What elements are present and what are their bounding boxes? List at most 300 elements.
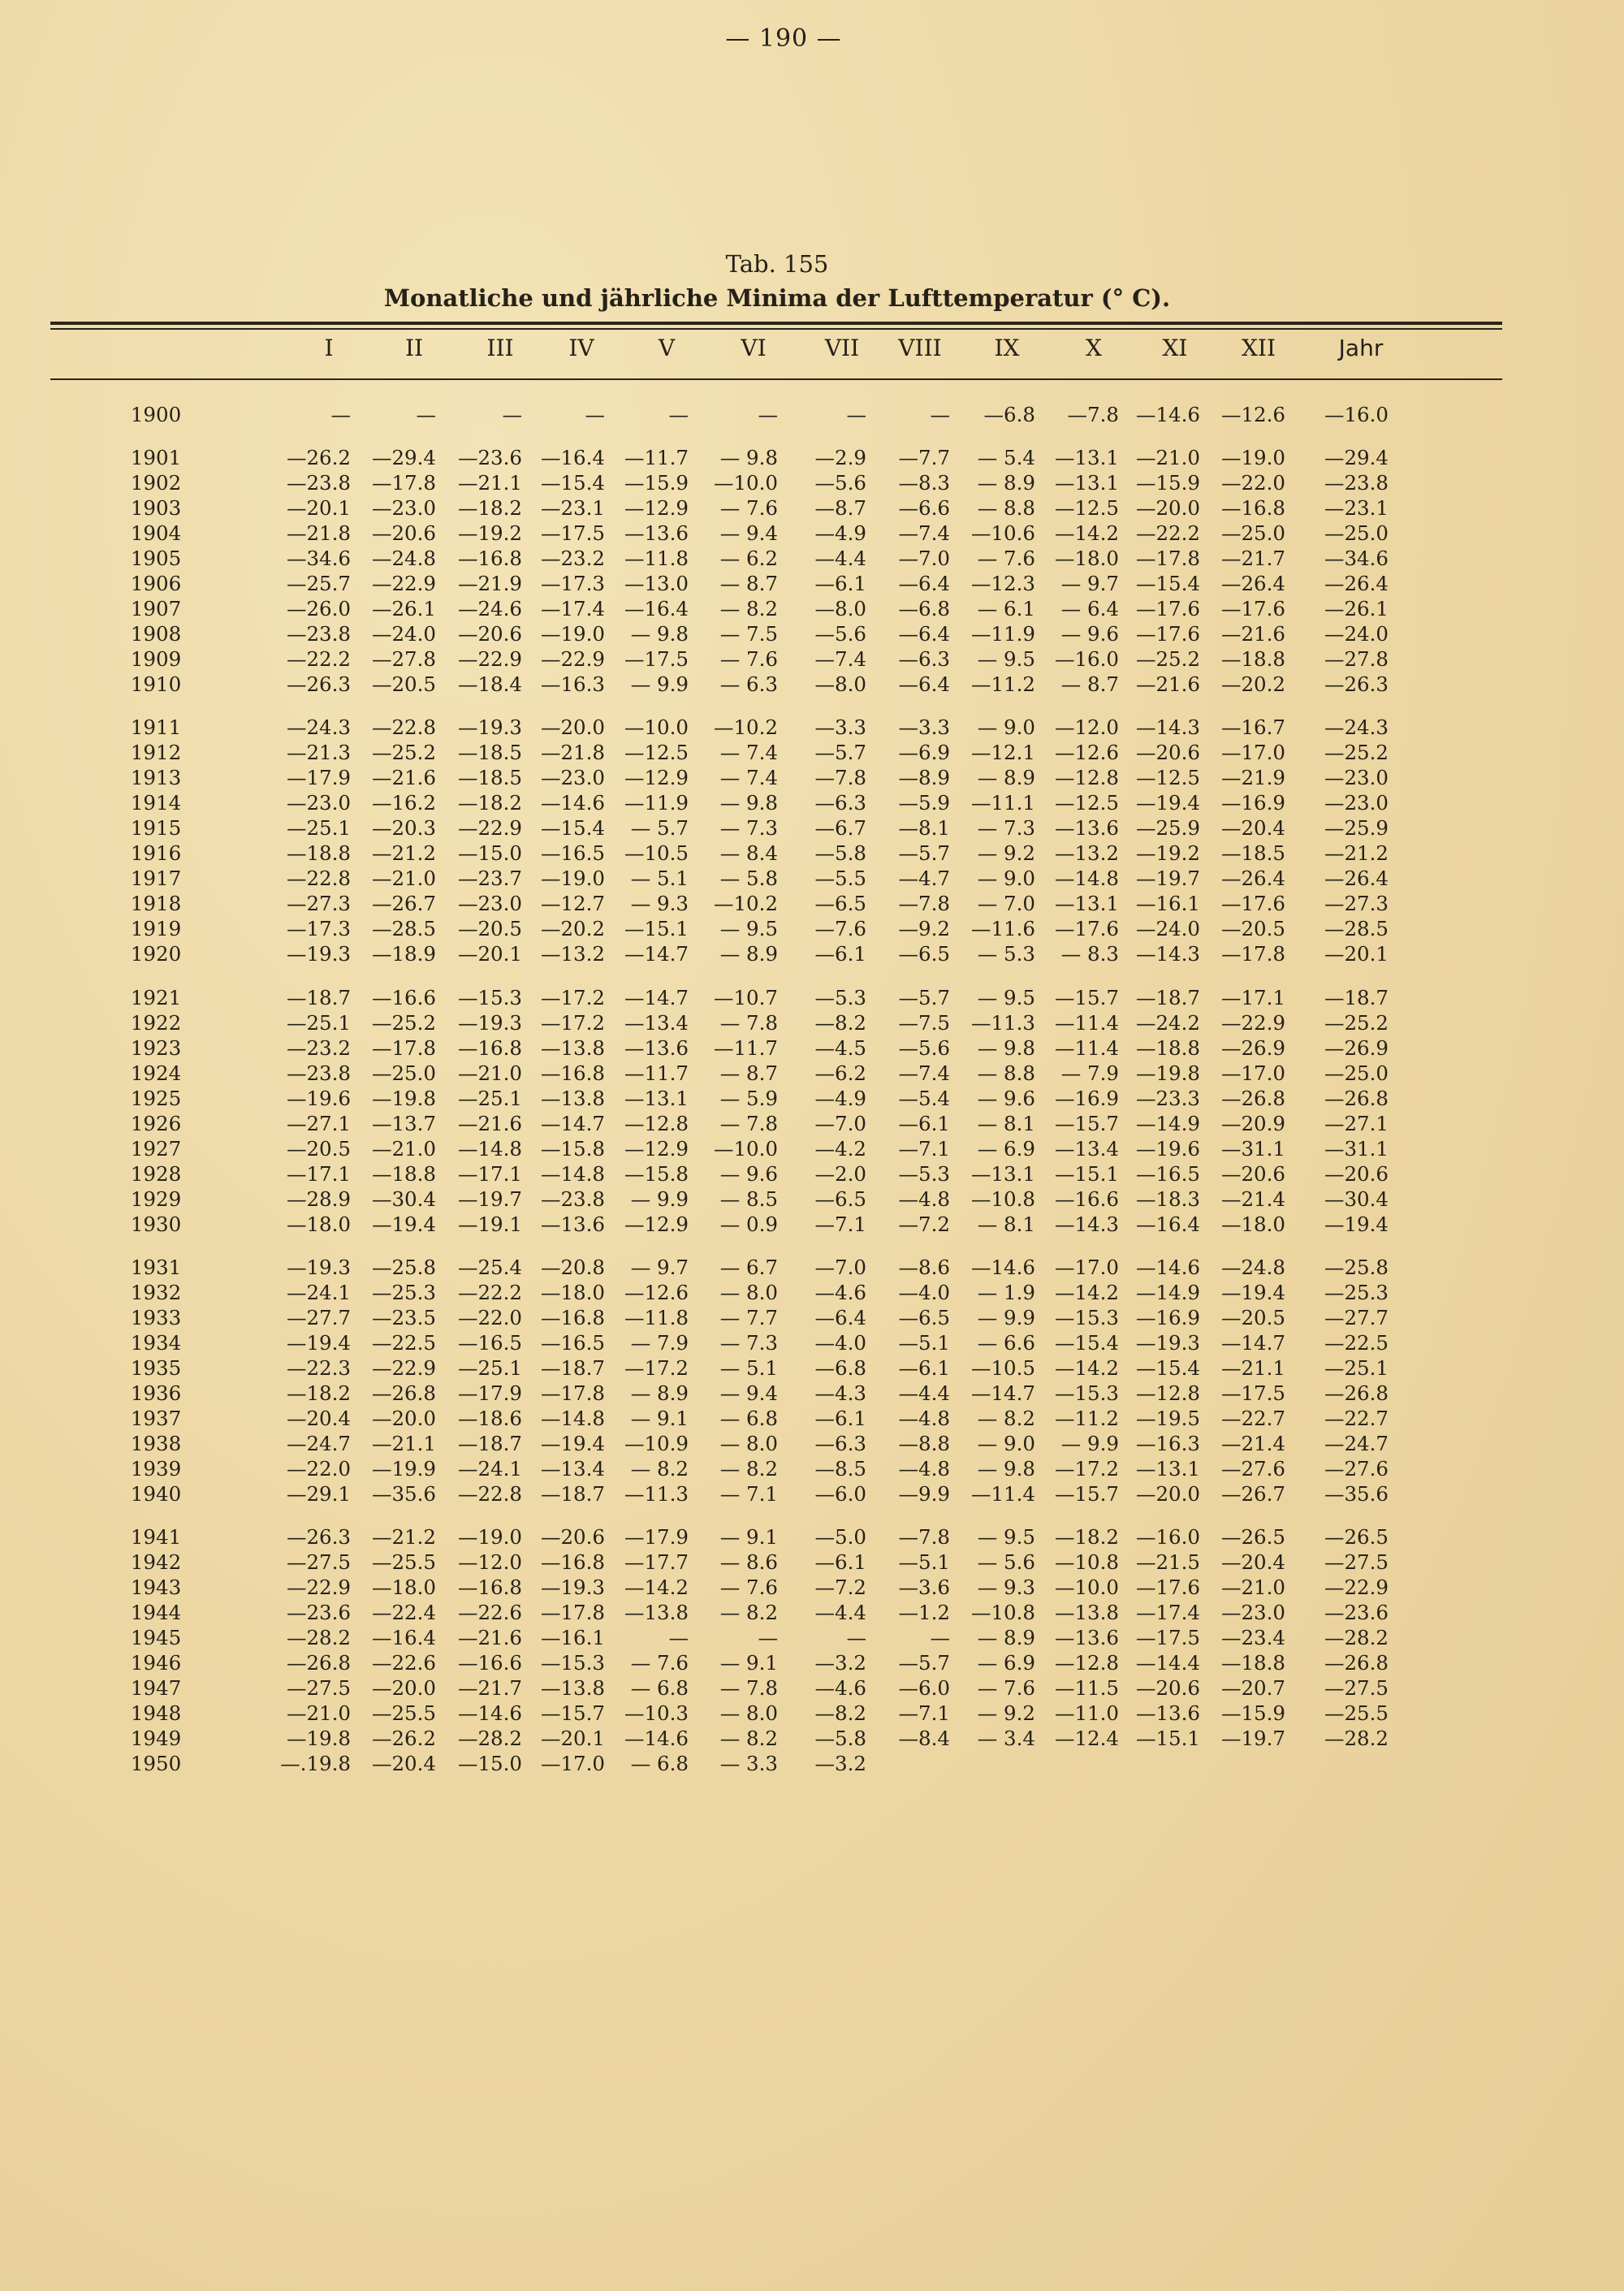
table-cell: — [585, 403, 605, 426]
table-cell: —30.4 [371, 1187, 436, 1211]
table-cell: —16.0 [1054, 647, 1119, 671]
table-cell: — 9.3 [977, 1576, 1035, 1599]
table-cell: —21.2 [1324, 841, 1389, 865]
table-cell: —17.2 [540, 986, 605, 1009]
year-label: 1907 [130, 597, 182, 620]
table-cell: —10.3 [624, 1701, 689, 1725]
table-cell: —4.8 [898, 1407, 950, 1430]
table-cell: —14.2 [624, 1576, 689, 1599]
year-label: 1929 [130, 1187, 182, 1211]
table-cell: —18.8 [1135, 1036, 1200, 1060]
table-cell: —17.5 [540, 521, 605, 545]
table-cell: —16.0 [1135, 1525, 1200, 1549]
table-row [0, 496, 1624, 521]
table-cell: — 5.9 [719, 1087, 778, 1110]
table-cell: —4.6 [814, 1676, 866, 1700]
table-cell: —17.1 [286, 1162, 351, 1186]
table-cell: —12.9 [624, 1213, 689, 1236]
table-cell: —25.5 [371, 1550, 436, 1574]
table-cell: —11.1 [970, 791, 1035, 815]
table-row [0, 521, 1624, 547]
year-label: 1948 [130, 1701, 182, 1725]
table-cell: —12.6 [1054, 741, 1119, 764]
table-cell: —25.8 [371, 1256, 436, 1279]
table-cell: —22.4 [371, 1601, 436, 1624]
table-cell: —20.5 [1220, 917, 1285, 940]
table-cell: —19.9 [371, 1457, 436, 1481]
table-cell: —35.6 [371, 1482, 436, 1506]
table-cell: —27.1 [286, 1112, 351, 1135]
table-cell: — 8.1 [977, 1112, 1035, 1135]
table-cell: —5.0 [814, 1525, 866, 1549]
table-cell: —4.4 [898, 1381, 950, 1405]
table-cell: —23.1 [1324, 496, 1389, 520]
table-cell: —6.8 [983, 403, 1035, 426]
table-cell: — 8.9 [977, 1626, 1035, 1649]
table-cell: —20.5 [371, 672, 436, 696]
table-cell: —11.4 [970, 1482, 1035, 1506]
table-cell: —16.8 [540, 1550, 605, 1574]
table-cell: —12.4 [1054, 1727, 1119, 1750]
table-cell: —21.4 [1220, 1432, 1285, 1455]
table-cell: —26.3 [286, 672, 351, 696]
table-cell: —6.2 [814, 1061, 866, 1085]
table-cell: —22.8 [286, 867, 351, 890]
table-cell: — [930, 403, 950, 426]
table-cell: —23.8 [540, 1187, 605, 1211]
table-cell: — 9.4 [719, 521, 778, 545]
table-cell: —16.7 [1220, 715, 1285, 739]
table-cell: —21.2 [371, 841, 436, 865]
table-cell: —17.6 [1135, 597, 1200, 620]
table-cell: — 0.9 [719, 1213, 778, 1236]
table-cell: —31.1 [1324, 1137, 1389, 1161]
table-cell: —16.9 [1135, 1306, 1200, 1329]
table-cell: — 7.6 [630, 1651, 689, 1675]
table-cell: —25.5 [371, 1701, 436, 1725]
table-cell: — 9.8 [630, 622, 689, 646]
table-cell: —6.5 [898, 1306, 950, 1329]
table-cell: — 1.9 [977, 1281, 1035, 1304]
table-cell: —14.3 [1135, 715, 1200, 739]
table-row [0, 841, 1624, 867]
table-cell: —7.0 [898, 547, 950, 570]
table-cell: —11.7 [713, 1036, 778, 1060]
table-cell: —19.3 [540, 1576, 605, 1599]
table-cell: —25.2 [371, 741, 436, 764]
table-cell: —5.3 [898, 1162, 950, 1186]
table-cell: —19.4 [540, 1432, 605, 1455]
table-row [0, 892, 1624, 917]
table-cell: —20.5 [457, 917, 522, 940]
table-cell: —24.8 [371, 547, 436, 570]
table-cell: —21.3 [286, 741, 351, 764]
table-cell: —19.8 [1135, 1061, 1200, 1085]
table-cell: — 7.6 [719, 496, 778, 520]
year-label: 1909 [130, 647, 182, 671]
table-cell: —8.0 [814, 597, 866, 620]
table-cell: —5.7 [898, 1651, 950, 1675]
table-cell: —10.5 [624, 841, 689, 865]
table-cell: —17.2 [540, 1011, 605, 1035]
table-cell: —19.8 [286, 1727, 351, 1750]
table-cell: — 7.7 [719, 1306, 778, 1329]
table-row [0, 1601, 1624, 1626]
table-cell: — 8.2 [719, 1601, 778, 1624]
table-cell: —25.0 [1220, 521, 1285, 545]
table-cell: — 8.0 [719, 1432, 778, 1455]
table-cell: —12.0 [1054, 715, 1119, 739]
table-cell: —13.2 [540, 942, 605, 966]
table-row [0, 1162, 1624, 1187]
table-cell: —21.0 [371, 867, 436, 890]
year-label: 1924 [130, 1061, 182, 1085]
column-header: I [324, 335, 334, 361]
table-cell: —7.8 [898, 892, 950, 915]
table-cell: —23.2 [540, 547, 605, 570]
table-cell: —10.0 [713, 471, 778, 495]
table-row [0, 942, 1624, 967]
table-cell: —7.1 [814, 1213, 866, 1236]
year-label: 1914 [130, 791, 182, 815]
table-cell: —5.6 [814, 622, 866, 646]
table-cell: —13.2 [1054, 841, 1119, 865]
table-cell: —19.4 [1135, 791, 1200, 815]
table-cell: —19.5 [1135, 1407, 1200, 1430]
table-cell: —13.8 [1054, 1601, 1119, 1624]
table-cell: —19.3 [1135, 1331, 1200, 1355]
table-row [0, 1137, 1624, 1162]
table-row [0, 1727, 1624, 1752]
table-cell: —21.8 [286, 521, 351, 545]
table-cell: —21.9 [457, 572, 522, 595]
table-cell: —20.6 [371, 521, 436, 545]
table-cell: —7.5 [898, 1011, 950, 1035]
table-cell: —8.3 [898, 471, 950, 495]
table-cell: —15.9 [1220, 1701, 1285, 1725]
table-cell: —22.9 [1324, 1576, 1389, 1599]
table-cell: —7.8 [814, 766, 866, 789]
table-cell: —18.7 [540, 1356, 605, 1380]
table-cell: —17.4 [540, 597, 605, 620]
table-cell: — 7.6 [719, 1576, 778, 1599]
table-cell: —17.5 [1135, 1626, 1200, 1649]
table-cell: —23.0 [457, 892, 522, 915]
table-cell: —14.8 [1054, 867, 1119, 890]
table-cell: —19.0 [1220, 446, 1285, 469]
year-label: 1912 [130, 741, 182, 764]
year-label: 1943 [130, 1576, 182, 1599]
table-row [0, 1281, 1624, 1306]
table-cell: —15.1 [624, 917, 689, 940]
table-title: Monatliche und jährliche Minima der Lufttemperatur (° C). [383, 284, 1171, 312]
table-cell: — [416, 403, 436, 426]
table-cell: — 6.1 [977, 597, 1035, 620]
table-cell: — 8.7 [719, 572, 778, 595]
table-cell: —8.2 [814, 1701, 866, 1725]
table-cell: —23.4 [1220, 1626, 1285, 1649]
table-cell: —18.2 [1054, 1525, 1119, 1549]
table-row [0, 572, 1624, 597]
table-cell: —27.3 [1324, 892, 1389, 915]
table-cell: — 9.5 [977, 647, 1035, 671]
table-cell: —13.6 [1135, 1701, 1200, 1725]
table-cell: —2.0 [814, 1162, 866, 1186]
table-cell: —15.8 [624, 1162, 689, 1186]
table-row [0, 1331, 1624, 1356]
year-label: 1937 [130, 1407, 182, 1430]
table-cell: —25.1 [286, 816, 351, 840]
table-cell: —18.2 [457, 791, 522, 815]
table-cell: —15.0 [457, 841, 522, 865]
year-label: 1921 [130, 986, 182, 1009]
year-label: 1918 [130, 892, 182, 915]
table-row [0, 1407, 1624, 1432]
table-row [0, 867, 1624, 892]
table-cell: — 9.1 [630, 1407, 689, 1430]
table-cell: —13.4 [624, 1011, 689, 1035]
table-cell: —23.2 [286, 1036, 351, 1060]
table-cell: —13.1 [1054, 892, 1119, 915]
table-cell: —5.7 [898, 986, 950, 1009]
table-row [0, 1752, 1624, 1777]
table-cell: —17.8 [371, 1036, 436, 1060]
table-cell: —17.6 [1135, 1576, 1200, 1599]
table-cell: —22.2 [1135, 521, 1200, 545]
table-cell: —16.8 [540, 1306, 605, 1329]
table-row [0, 403, 1624, 428]
table-cell: —3.2 [814, 1651, 866, 1675]
table-cell: —17.8 [1135, 547, 1200, 570]
table-cell: —23.1 [540, 496, 605, 520]
table-cell: — 7.4 [719, 741, 778, 764]
table-cell: —28.2 [1324, 1727, 1389, 1750]
table-cell: —15.7 [1054, 1482, 1119, 1506]
table-row [0, 766, 1624, 791]
table-cell: —27.5 [1324, 1676, 1389, 1700]
table-cell: — 3.3 [719, 1752, 778, 1775]
table-cell: —17.7 [624, 1550, 689, 1574]
table-cell: —18.9 [371, 942, 436, 966]
table-cell: —16.8 [457, 1036, 522, 1060]
year-label: 1904 [130, 521, 182, 545]
table-cell: —18.2 [457, 496, 522, 520]
table-cell: —17.1 [1220, 986, 1285, 1009]
table-cell: —15.7 [1054, 986, 1119, 1009]
table-cell: —20.7 [1220, 1676, 1285, 1700]
table-cell: —18.5 [1220, 841, 1285, 865]
table-cell: —6.5 [814, 1187, 866, 1211]
table-cell: —22.9 [371, 1356, 436, 1380]
table-cell: —35.6 [1324, 1482, 1389, 1506]
table-cell: —5.1 [898, 1331, 950, 1355]
table-cell: — 8.2 [719, 1727, 778, 1750]
table-row [0, 1701, 1624, 1727]
table-cell: —5.7 [898, 841, 950, 865]
table-cell: —21.8 [540, 741, 605, 764]
table-cell: —18.7 [1135, 986, 1200, 1009]
table-cell: —4.7 [898, 867, 950, 890]
table-cell: —14.7 [624, 986, 689, 1009]
table-cell: —18.0 [540, 1281, 605, 1304]
table-cell: — 8.4 [719, 841, 778, 865]
table-cell: —12.8 [624, 1112, 689, 1135]
table-cell: —6.4 [898, 672, 950, 696]
table-cell: —26.3 [286, 1525, 351, 1549]
table-cell: —16.5 [540, 841, 605, 865]
column-header: II [404, 335, 424, 361]
table-cell: —12.5 [1054, 791, 1119, 815]
table-cell: —15.3 [540, 1651, 605, 1675]
table-cell: — 3.4 [977, 1727, 1035, 1750]
table-cell: —7.0 [814, 1112, 866, 1135]
table-cell: —17.6 [1220, 597, 1285, 620]
table-cell: —4.9 [814, 521, 866, 545]
table-cell: —25.1 [457, 1087, 522, 1110]
table-cell: —17.8 [1220, 942, 1285, 966]
table-cell: —19.3 [286, 942, 351, 966]
table-cell: —16.0 [1324, 403, 1389, 426]
table-cell: —8.7 [814, 496, 866, 520]
year-label: 1935 [130, 1356, 182, 1380]
table-cell: —15.3 [457, 986, 522, 1009]
table-cell: —14.9 [1135, 1281, 1200, 1304]
table-cell: —19.7 [1220, 1727, 1285, 1750]
table-cell: —3.6 [898, 1576, 950, 1599]
table-cell: —26.4 [1324, 572, 1389, 595]
table-cell: —15.7 [1054, 1112, 1119, 1135]
table-cell: —23.0 [371, 496, 436, 520]
table-cell: —14.3 [1054, 1213, 1119, 1236]
table-cell: —5.7 [814, 741, 866, 764]
table-cell: —15.4 [540, 816, 605, 840]
table-cell: —19.0 [457, 1525, 522, 1549]
column-header: IV [568, 335, 594, 361]
table-cell: —19.2 [1135, 841, 1200, 865]
table-cell: —19.4 [1220, 1281, 1285, 1304]
table-cell: —13.7 [371, 1112, 436, 1135]
table-cell: —23.5 [371, 1306, 436, 1329]
table-cell: — 8.9 [630, 1381, 689, 1405]
table-cell: —12.7 [540, 892, 605, 915]
table-cell: — 5.1 [630, 867, 689, 890]
table-cell: —23.8 [1324, 471, 1389, 495]
table-row [0, 715, 1624, 741]
table-cell: —24.8 [1220, 1256, 1285, 1279]
table-cell: —13.1 [1054, 446, 1119, 469]
table-cell: —26.8 [1324, 1381, 1389, 1405]
table-cell: —17.0 [540, 1752, 605, 1775]
table-cell: —16.8 [457, 547, 522, 570]
year-label: 1913 [130, 766, 182, 789]
table-cell: — 8.7 [719, 1061, 778, 1085]
table-cell: — 9.3 [630, 892, 689, 915]
table-cell: —7.8 [898, 1525, 950, 1549]
table-cell: —13.1 [970, 1162, 1035, 1186]
table-cell: —26.2 [286, 446, 351, 469]
table-cell: —3.3 [814, 715, 866, 739]
table-cell: — 7.6 [977, 547, 1035, 570]
table-cell: —20.1 [286, 496, 351, 520]
table-cell: — 9.8 [977, 1457, 1035, 1481]
table-cell: —26.3 [1324, 672, 1389, 696]
table-row [0, 1381, 1624, 1407]
table-cell: —25.0 [371, 1061, 436, 1085]
table-cell: —24.2 [1135, 1011, 1200, 1035]
table-cell: —6.7 [814, 816, 866, 840]
table-cell: —7.1 [898, 1137, 950, 1161]
table-cell: —14.3 [1135, 942, 1200, 966]
table-cell: —28.9 [286, 1187, 351, 1211]
table-cell: —21.1 [371, 1432, 436, 1455]
table-cell: —25.1 [286, 1011, 351, 1035]
table-row [0, 647, 1624, 672]
table-cell: —24.3 [1324, 715, 1389, 739]
table-cell: —20.4 [371, 1752, 436, 1775]
table-cell: —19.0 [540, 867, 605, 890]
table-cell: — 9.6 [1060, 622, 1119, 646]
table-cell: —21.6 [1135, 672, 1200, 696]
table-cell: —5.9 [898, 791, 950, 815]
table-cell: —16.8 [1220, 496, 1285, 520]
year-label: 1922 [130, 1011, 182, 1035]
table-cell: —26.8 [1324, 1087, 1389, 1110]
table-cell: — 7.1 [719, 1482, 778, 1506]
year-label: 1939 [130, 1457, 182, 1481]
table-cell: — 5.4 [977, 446, 1035, 469]
table-row [0, 597, 1624, 622]
table-cell: —26.1 [371, 597, 436, 620]
table-cell: —8.0 [814, 672, 866, 696]
column-header: XI [1162, 335, 1188, 361]
table-cell: —13.1 [624, 1087, 689, 1110]
table-cell: —22.9 [457, 816, 522, 840]
table-cell: —26.7 [371, 892, 436, 915]
column-header: X [1086, 335, 1102, 361]
table-cell: —23.0 [540, 766, 605, 789]
table-cell: —7.2 [898, 1213, 950, 1236]
table-cell: —14.7 [970, 1381, 1035, 1405]
table-cell: —21.6 [1220, 622, 1285, 646]
table-cell: —22.2 [286, 647, 351, 671]
table-cell: — 6.8 [719, 1407, 778, 1430]
table-cell: — 9.1 [719, 1651, 778, 1675]
table-cell: —21.2 [371, 1525, 436, 1549]
table-cell: —28.2 [1324, 1626, 1389, 1649]
table-cell: — 8.1 [977, 1213, 1035, 1236]
table-cell: —11.8 [624, 547, 689, 570]
table-cell: — [758, 1626, 778, 1649]
table-cell: —12.1 [970, 741, 1035, 764]
table-cell: —34.6 [1324, 547, 1389, 570]
table-cell: —13.6 [1054, 816, 1119, 840]
table-cell: —26.8 [286, 1651, 351, 1675]
table-cell: —16.9 [1054, 1087, 1119, 1110]
table-cell: —19.3 [457, 715, 522, 739]
table-row [0, 1457, 1624, 1482]
table-cell: — 9.2 [977, 841, 1035, 865]
table-cell: — [330, 403, 351, 426]
table-cell: —13.8 [540, 1087, 605, 1110]
year-label: 1923 [130, 1036, 182, 1060]
table-row [0, 1576, 1624, 1601]
table-cell: —19.1 [457, 1213, 522, 1236]
table-cell: —18.2 [286, 1381, 351, 1405]
table-cell: —11.3 [624, 1482, 689, 1506]
table-cell: —11.3 [970, 1011, 1035, 1035]
table-cell: — 6.6 [977, 1331, 1035, 1355]
table-cell: —17.5 [624, 647, 689, 671]
